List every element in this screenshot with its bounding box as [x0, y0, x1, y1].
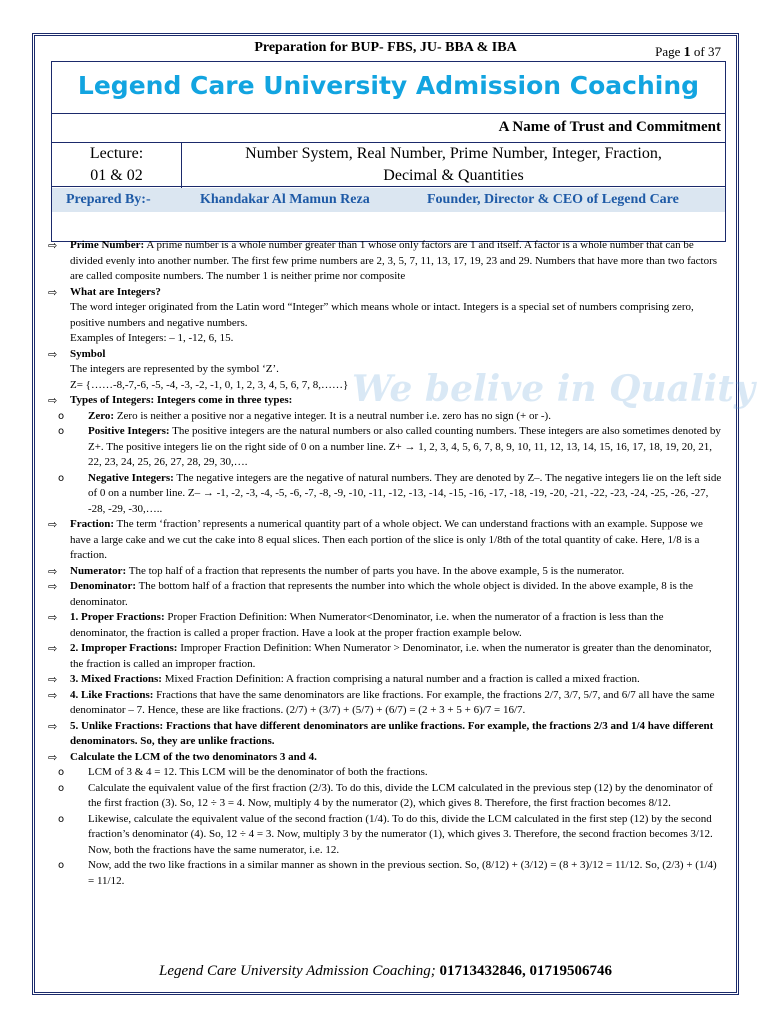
term-label: Fraction:: [70, 518, 114, 530]
term-label: Calculate the LCM of the two denominators 3 and 4.: [70, 750, 317, 763]
sub-item: [48, 858, 724, 889]
circle-bullet-icon: o: [58, 410, 65, 422]
term-text: Improper Fraction Definition: When Numerator > Denominator, i.e. when the numerator is greater than the denominator, the fraction is called an improper fraction.: [70, 642, 712, 670]
term-text: The term ‘fraction’ represents a numerical quantity part of a whole object. We can understand fractions with an example. Suppose we have a large cake and we cut the cake into 8 equal slices. Then each portion of the slice is only 1/8th of the total quantity of cake. Here, 1/8 is a fraction.: [70, 518, 703, 561]
lecture-numbers: 01 & 02: [90, 167, 143, 184]
arrow-icon: ⇨: [48, 673, 58, 686]
term-label: 2. Improper Fractions:: [70, 642, 178, 654]
term-label: Symbol: [70, 347, 106, 360]
term-label: Types of Integers: Integers come in three types:: [70, 394, 293, 406]
list-item: [48, 641, 724, 672]
sub-item: [48, 765, 724, 781]
arrow-icon: ⇨: [48, 394, 58, 407]
list-item: [48, 393, 724, 409]
topic-line-1: Number System, Real Number, Prime Number, Integer, Fraction,: [245, 145, 662, 162]
list-item: [48, 672, 724, 688]
step-text: LCM of 3 & 4 = 12. This LCM will be the denominator of both the fractions.: [88, 766, 428, 778]
term-label: Negative Integers:: [88, 471, 174, 484]
lecture-row: [52, 142, 725, 187]
term-text: A prime number is a whole number greater than 1 whose only factors are 1 and itself. A factor is a whole number that can be divided evenly into another number. The first few prime numbers are 2, 3, 5, 7, 11, 13, 17, 19, 23 and 29. Numbers that have more than two factors are called composite numbers. The number 1 is neither prime nor composite: [70, 239, 718, 282]
list-item: [48, 688, 724, 719]
arrow-icon: ⇨: [48, 347, 58, 361]
term-label: Positive Integers:: [88, 425, 170, 437]
topic-cell: [182, 143, 725, 188]
term-label: 1. Proper Fractions:: [70, 611, 165, 623]
sub-item: [48, 781, 724, 812]
arrow-icon: ⇨: [48, 750, 58, 764]
arrow-icon: ⇨: [48, 239, 58, 252]
list-item: [48, 564, 724, 580]
sub-item: [48, 409, 724, 425]
step-text: Likewise, calculate the equivalent value of the second fraction (1/4). To do this, divide the LCM calculated in the first step (12) by the second fraction’s denominator (4). So, 12 ÷ 4 = 3. Now, multiply 3 by the numerator (1), which gives 3. Therefore, the second fraction becomes 3/12. Now, both the fractions have the same numerator, i.e. 12.: [88, 812, 713, 856]
term-label: 3. Mixed Fractions:: [70, 673, 162, 685]
sub-item: [48, 471, 724, 518]
term-text: The integers are represented by the symbol ‘Z’.: [70, 363, 279, 375]
term-text: Fractions that have the same denominators are like fractions. For example, the fractions 2/7, 3/7, 5/7, and 6/7 all have the same denominator – 7. Hence, these are like fractions. (2/7) + (3/7) + (5/7) + (6/7) = (2 + 3 + 5 + 6)/7 = 16/7.: [70, 688, 715, 716]
term-text: Examples of Integers: – 1, -12, 6, 15.: [70, 332, 234, 344]
prepared-by-label: Prepared By:-: [66, 192, 151, 207]
term-label: 4. Like Fractions:: [70, 688, 154, 701]
page-of: of 37: [693, 44, 721, 59]
list-item: [48, 347, 724, 363]
circle-bullet-icon: o: [58, 426, 65, 437]
tagline: A Name of Trust and Commitment: [498, 119, 721, 135]
watermark: We belive in Quality: [352, 368, 755, 410]
term-text: The word integer originated from the Latin word “Integer” which means whole or intact. Integers is a special set of numbers comprising zero, positive numbers and negative numbers.: [70, 301, 694, 329]
term-text: Z= {……-8,-7,-6, -5, -4, -3, -2, -1, 0, 1, 2, 3, 4, 5, 6, 7, 8,……}: [70, 378, 349, 391]
step-text: Calculate the equivalent value of the first fraction (2/3). To do this, divide the LCM calculated in the previous step (12) by the denominator of the first fraction (3). So, 12 ÷ 3 = 4. Now, multiply 4 by the numerator (2), which gives 8. Therefore, the first fraction becomes 8/12.: [88, 781, 713, 809]
footer-phones: 01713432846, 01719506746: [439, 963, 612, 979]
header-table: [51, 61, 726, 242]
page-number: [655, 44, 721, 61]
list-item: [48, 579, 724, 610]
term-label: Zero:: [88, 409, 115, 422]
term-text: The negative integers are the negative of natural numbers. They are denoted by Z–. The negative integers lie on the left side of 0 on a number line. Z– → -1, -2, -3, -4, -5, -6, -7, -8, -9, -10, -11, -12, -13, -14, -15, -16, -17, -18, -19, -20, -21, -22, -23, -24, -25, -26, -27, -28, -29, -30,…..: [88, 471, 722, 515]
circle-bullet-icon: o: [58, 767, 65, 778]
list-item: [48, 517, 724, 564]
author-role: Founder, Director & CEO of Legend Care: [427, 192, 679, 207]
list-item: [48, 285, 724, 301]
circle-bullet-icon: o: [58, 813, 65, 825]
circle-bullet-icon: o: [58, 860, 65, 871]
arrow-icon: ⇨: [48, 719, 58, 733]
page-label: Page: [655, 44, 681, 59]
arrow-icon: ⇨: [48, 611, 58, 624]
term-label: Numerator:: [70, 564, 127, 577]
list-item: [48, 610, 724, 641]
term-text: The top half of a fraction that represents the number of parts you have. In the above example, 5 is the numerator.: [128, 564, 625, 577]
prepared-by-row: [52, 188, 725, 212]
term-label: What are Integers?: [70, 285, 161, 298]
footer: [35, 963, 736, 980]
circle-bullet-icon: o: [58, 472, 65, 484]
lecture-body: [48, 238, 724, 889]
list-item: [48, 719, 724, 750]
term-text: The positive integers are the natural numbers or also called counting numbers. These integers are also sometimes denoted by Z+. The positive integers lie on the right side of 0 on a number line. Z+ → 1, 2, 3, 4, 5, 6, 7, 8, 9, 10, 11, 12, 13, 14, 15, 16, 17, 18, 19, 20, 21, 22, 23, 24, 25, 26, 27, 28, 29, 30,….: [88, 425, 721, 468]
term-text: Mixed Fraction Definition: A fraction comprising a natural number and a fraction is called a mixed fraction.: [164, 673, 640, 685]
arrow-icon: ⇨: [48, 518, 58, 531]
arrow-icon: ⇨: [48, 580, 58, 593]
page-current: 1: [683, 45, 691, 60]
arrow-icon: ⇨: [48, 564, 58, 578]
sub-item: [48, 812, 724, 859]
lecture-label: Lecture:: [89, 145, 144, 162]
lecture-cell: [52, 143, 182, 188]
list-item: [48, 238, 724, 285]
term-text: Proper Fraction Definition: When Numerator<Denominator, i.e. when the numerator of a fraction is less than the denominator, the fraction is called a proper fraction. Have a look at the proper fraction example below.: [70, 611, 664, 639]
term-label: Denominator:: [70, 580, 136, 592]
term-label: Prime Number:: [70, 239, 145, 251]
footer-org: Legend Care University Admission Coaching;: [159, 963, 436, 979]
circle-bullet-icon: o: [58, 782, 65, 794]
sub-item: [48, 424, 724, 471]
author-name: Khandakar Al Mamun Reza: [200, 192, 370, 207]
step-text: Now, add the two like fractions in a similar manner as shown in the previous section. So, (8/12) + (3/12) = (8 + 3)/12 = 11/12. So, (2/3) + (1/4) = 11/12.: [88, 859, 717, 887]
arrow-icon: ⇨: [48, 688, 58, 702]
term-text: 5. Unlike Fractions: Fractions that have different denominators are unlike fractions. For example, the fractions 2/3 and 1/4 have different denominators. So, they are unlike fractions.: [70, 719, 714, 747]
topic-line-2: Decimal & Quantities: [383, 167, 524, 184]
arrow-icon: ⇨: [48, 642, 58, 655]
term-text: The bottom half of a fraction that represents the number into which the whole object is divided. In the above example, 8 is the denominator.: [70, 580, 693, 608]
page-title: Legend Care University Admission Coaching: [52, 62, 725, 114]
arrow-icon: ⇨: [48, 285, 58, 299]
term-text: Zero is neither a positive nor a negative integer. It is a neutral number i.e. zero has no sign (+ or -).: [116, 409, 551, 422]
list-item: [48, 750, 724, 766]
top-line: Preparation for BUP- FBS, JU- BBA & IBA: [254, 40, 517, 55]
